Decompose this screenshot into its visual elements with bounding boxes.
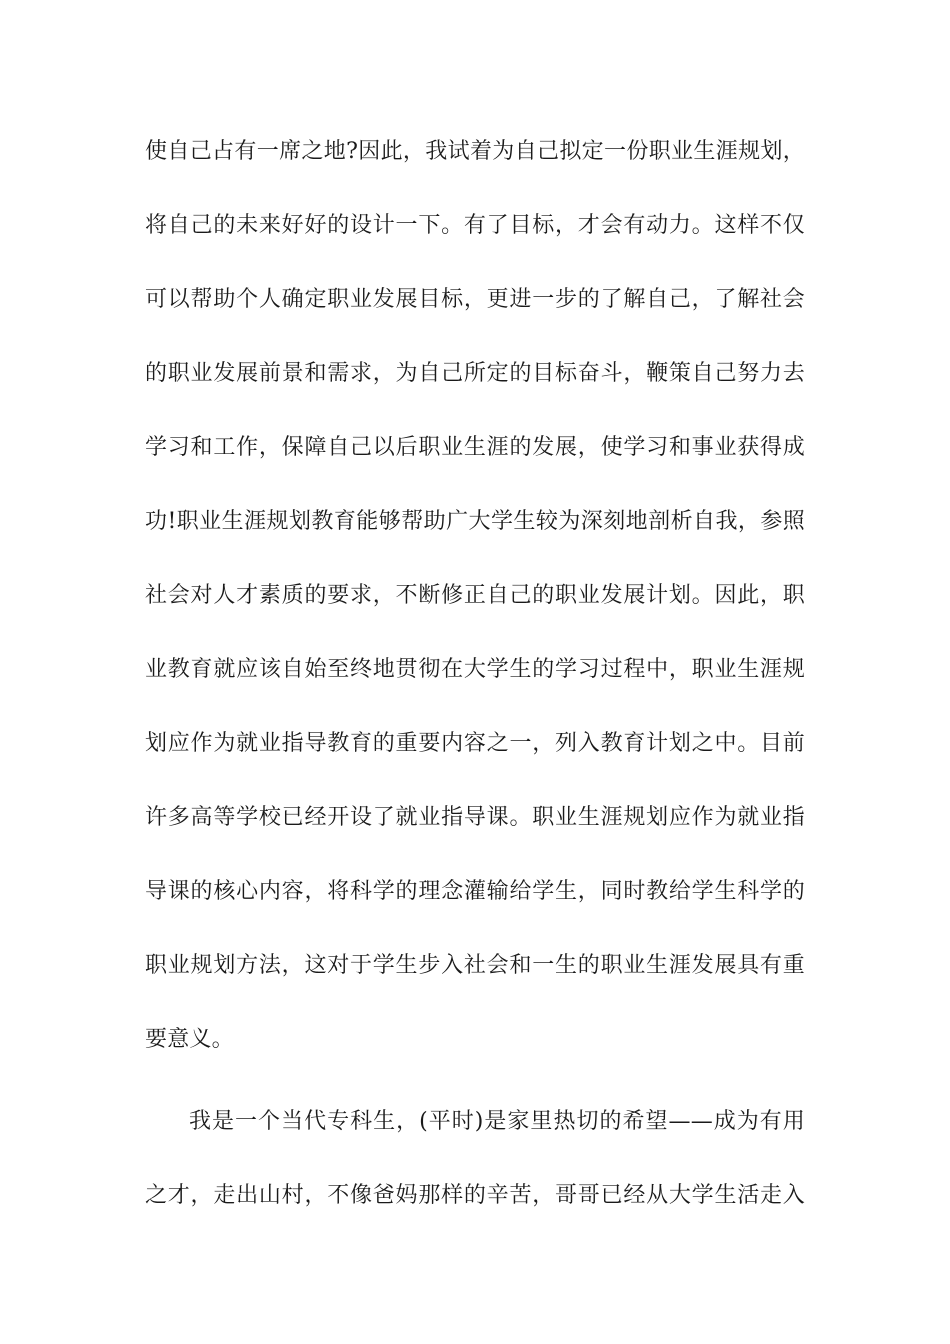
text-line: 将自己的未来好好的设计一下。有了目标，才会有动力。这样不仅 xyxy=(145,213,805,238)
paragraph-first-line: 我是一个当代专科生，(平时)是家里热切的希望——成为有用 xyxy=(189,1109,805,1134)
text-line: 划应作为就业指导教育的重要内容之一，列入教育计划之中。目前 xyxy=(145,731,805,756)
text-line: 之才，走出山村，不像爸妈那样的辛苦，哥哥已经从大学生活走入 xyxy=(145,1183,805,1208)
text-line: 业教育就应该自始至终地贯彻在大学生的学习过程中，职业生涯规 xyxy=(145,657,805,682)
text-line: 许多高等学校已经开设了就业指导课。职业生涯规划应作为就业指 xyxy=(145,805,805,830)
text-line: 要意义。 xyxy=(145,1027,234,1052)
text-line: 功!职业生涯规划教育能够帮助广大学生较为深刻地剖析自我，参照 xyxy=(145,509,805,534)
text-line: 学习和工作，保障自己以后职业生涯的发展，使学习和事业获得成 xyxy=(145,435,805,460)
text-line: 可以帮助个人确定职业发展目标，更进一步的了解自己，了解社会 xyxy=(145,287,805,312)
text-line: 职业规划方法，这对于学生步入社会和一生的职业生涯发展具有重 xyxy=(145,953,805,978)
text-line: 社会对人才素质的要求，不断修正自己的职业发展计划。因此，职 xyxy=(145,583,805,608)
text-line: 使自己占有一席之地?因此，我试着为自己拟定一份职业生涯规划， xyxy=(145,139,805,164)
text-line: 导课的核心内容，将科学的理念灌输给学生，同时教给学生科学的 xyxy=(145,879,805,904)
text-line: 的职业发展前景和需求，为自己所定的目标奋斗，鞭策自己努力去 xyxy=(145,361,805,386)
